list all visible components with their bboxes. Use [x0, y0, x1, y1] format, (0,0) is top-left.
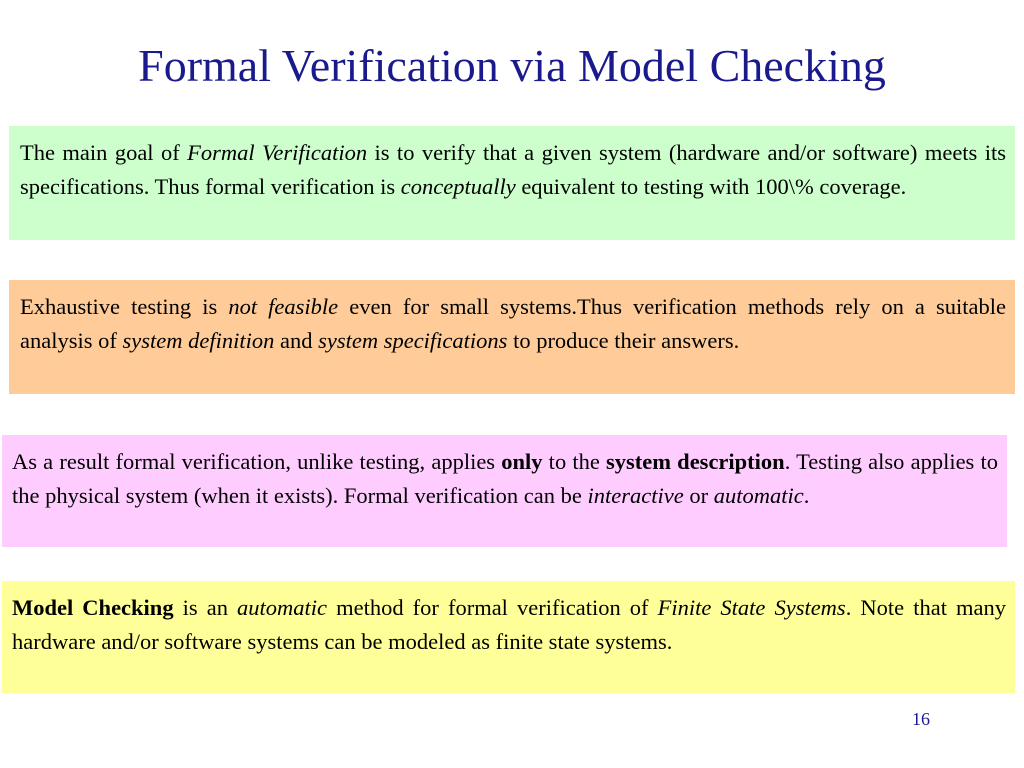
text-span: . Testing also applies to the physical system (when it exists). Formal verification can be: [12, 449, 998, 508]
exhaustive-testing-box: [9, 280, 1015, 394]
model-checking-box: [2, 581, 1015, 693]
text-span: .: [803, 483, 810, 508]
result-box: [2, 435, 1007, 547]
text-span: equivalent to testing with 100\% coverage.: [515, 174, 907, 199]
emphasis-not-feasible: not feasible: [228, 294, 339, 319]
emphasis-automatic: automatic: [713, 483, 804, 508]
slide-title: Formal Verification via Model Checking: [138, 40, 886, 91]
text-span: As a result formal verification, unlike testing, applies: [12, 449, 502, 474]
bold-system-description: system description: [606, 449, 785, 474]
text-span: even for small systems.Thus verification methods rely on a suitable analysis of: [20, 294, 1007, 353]
result-paragraph: [12, 445, 998, 513]
text-span: Exhaustive testing is: [20, 294, 229, 319]
emphasis-interactive: interactive: [587, 483, 684, 508]
text-span: and: [274, 328, 319, 353]
goal-paragraph: [20, 136, 1006, 204]
text-span: . Note that many hardware and/or software systems can be modeled as finite state systems.: [12, 595, 1006, 654]
text-span: method for formal verification of: [327, 595, 658, 620]
bold-only: only: [501, 449, 543, 474]
emphasis-system-specifications: system specifications: [318, 328, 508, 353]
text-span: is an: [173, 595, 238, 620]
exhaustive-testing-paragraph: [20, 290, 1006, 358]
emphasis-finite-state-systems: Finite State Systems: [657, 595, 846, 620]
text-span: to produce their answers.: [507, 328, 740, 353]
goal-box: [9, 126, 1015, 240]
text-span: to the: [542, 449, 607, 474]
emphasis-formal-verification: Formal Verification: [187, 140, 368, 165]
model-checking-paragraph: [12, 591, 1006, 659]
emphasis-automatic: automatic: [237, 595, 328, 620]
bold-model-checking: Model Checking: [12, 595, 174, 620]
emphasis-system-definition: system definition: [122, 328, 275, 353]
text-span: The main goal of: [20, 140, 188, 165]
page-number: 16: [912, 709, 930, 729]
text-span: is to verify that a given system (hardware and/or software) meets its specifications. Thus formal verification is: [20, 140, 1006, 199]
emphasis-conceptually: conceptually: [400, 174, 516, 199]
text-span: or: [683, 483, 714, 508]
